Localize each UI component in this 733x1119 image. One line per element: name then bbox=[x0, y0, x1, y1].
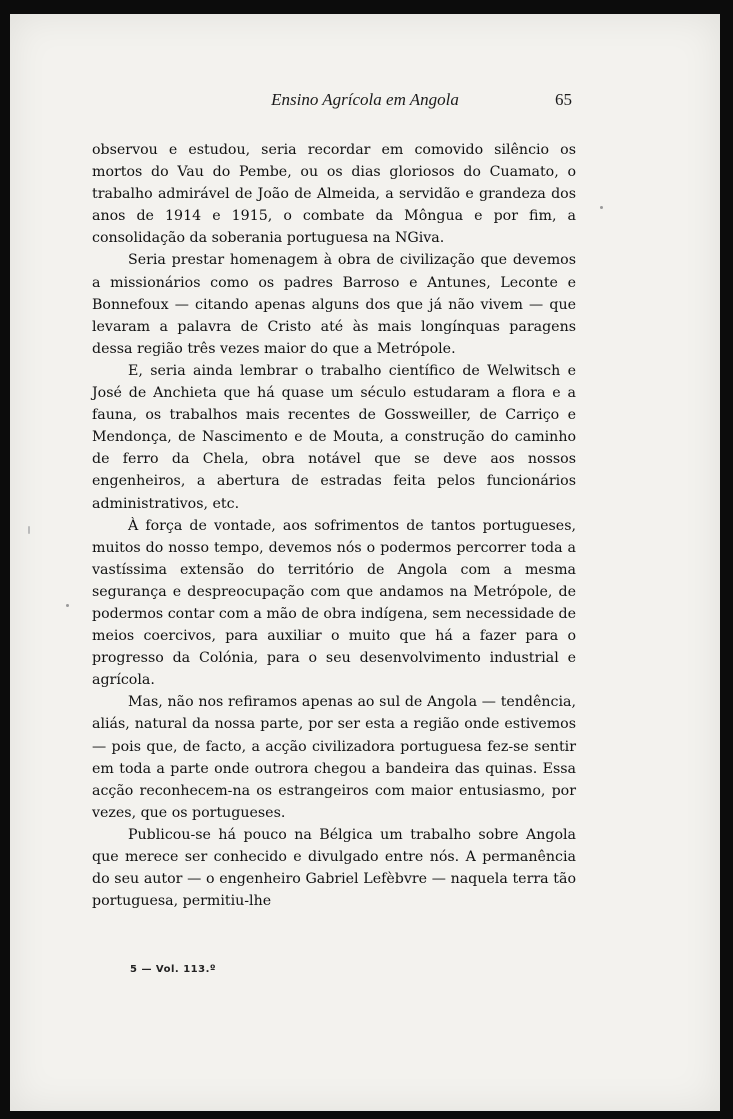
paragraph: E, seria ainda lembrar o trabalho científico de Welwitsch e José de Anchieta que há quase um século estudaram a flora e a fauna, os trabalhos mais recentes de Gossweiller, de Carriço e Mendonça, de Nascimento e de Mouta, a construção do caminho de ferro da Chela, obra notável que se deve aos nossos engenheiros, a abertura de estradas feita pelos funcionários administrativos, etc. bbox=[92, 362, 576, 512]
paragraph: À força de vontade, aos sofrimentos de tantos portugueses, muitos do nosso tempo, devemos nós o podermos percorrer toda a vastíssima extensão do território de Angola com a mesma segurança e despreocupação com que andamos na Metrópole, de podermos contar com a mão de obra indígena, sem necessidade de meios coercivos, para auxiliar o muito que há a fazer para o progresso da Colónia, para o seu desenvolvimento industrial e agrícola. bbox=[92, 517, 576, 689]
paragraph: Mas, não nos refiramos apenas ao sul de Angola — tendência, aliás, natural da nossa parte, por ser esta a região onde estivemos — pois que, de facto, a acção civilizadora portuguesa fez-se sentir em toda a parte onde outrora chegou a bandeira das quinas. Essa acção reconhecem-na os estrangeiros com maior entusiasmo, por vezes, que os portugueses. bbox=[92, 694, 576, 821]
paragraph: observou e estudou, seria recordar em comovido silêncio os mortos do Vau do Pembe, ou os dias gloriosos do Cuamato, o trabalho admirável de João de Almeida, a servidão e grandeza dos anos de 1914 e 1915, o combate da Môngua e por fim, a consolidação da soberania portuguesa na NGiva. bbox=[92, 142, 576, 247]
paragraph: Publicou-se há pouco na Bélgica um trabalho sobre Angola que merece ser conhecido e divulgado entre nós. A permanência do seu autor — o engenheiro Gabriel Lefèbvre — naquela terra tão portuguesa, permitiu-lhe bbox=[92, 826, 576, 910]
printer-signature: 5 — Vol. 113.º bbox=[130, 964, 217, 975]
running-title: Ensino Agrícola em Angola bbox=[271, 90, 459, 109]
body-text bbox=[92, 139, 576, 912]
paragraph: Seria prestar homenagem à obra de civilização que devemos a missionários como os padres Barroso e Antunes, Leconte e Bonnefoux — citando apenas alguns dos que já não vivem — que levaram a palavra de Cristo até às mais longínquas paragens dessa região três vezes maior do que a Metrópole. bbox=[92, 252, 576, 357]
dust-speck bbox=[66, 604, 69, 607]
dust-speck bbox=[600, 206, 603, 209]
dust-speck bbox=[28, 526, 30, 534]
page-number: 65 bbox=[555, 90, 572, 109]
page-header bbox=[10, 90, 720, 116]
book-page bbox=[10, 14, 720, 1111]
